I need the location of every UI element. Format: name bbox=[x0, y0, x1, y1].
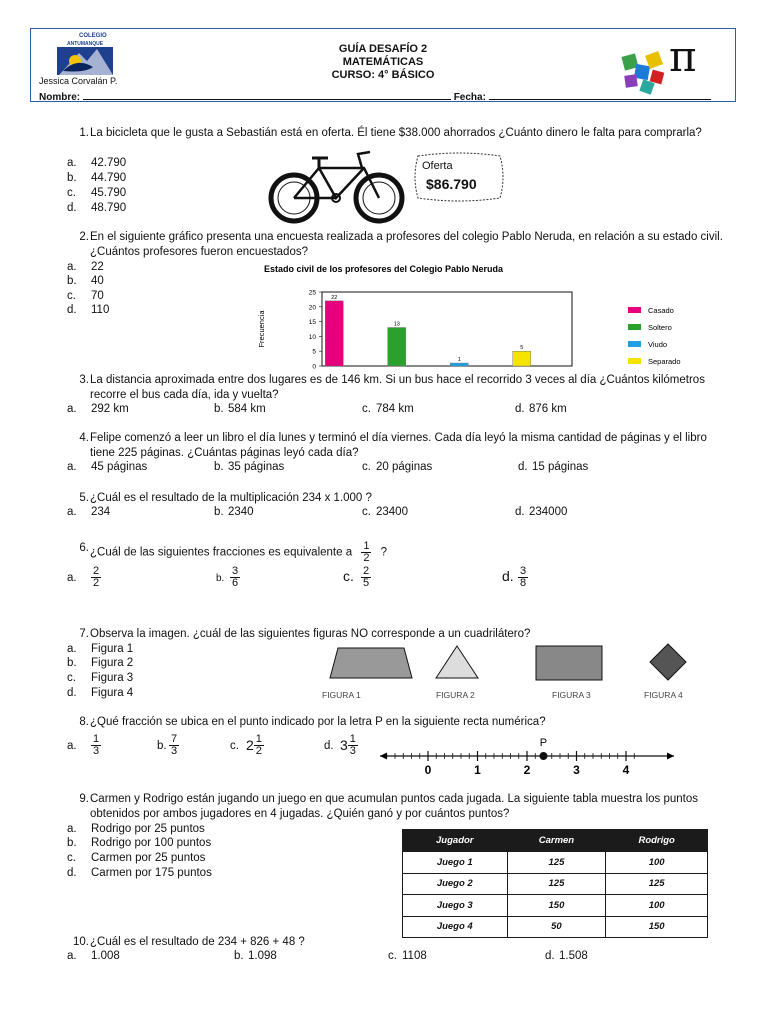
question-stem: ¿Cuál de las siguientes fracciones es equivalente a $\frac{1}{2}$ ? bbox=[90, 540, 388, 564]
q7-option-a[interactable]: a. Figura 1 bbox=[67, 643, 134, 655]
table-header-cell: Jugador bbox=[403, 830, 508, 852]
svg-text:ANTUMANQUE: ANTUMANQUE bbox=[67, 41, 104, 47]
legend-label: Soltero bbox=[648, 323, 672, 332]
q8-option-c[interactable]: c. 2 $\frac{1}{2}$ bbox=[230, 733, 262, 757]
svg-text:π: π bbox=[669, 32, 697, 81]
question-number: 9. bbox=[79, 793, 89, 805]
q10-option-d[interactable]: d. 1.508 bbox=[545, 950, 588, 962]
grade-title: CURSO: 4° BÁSICO bbox=[331, 69, 435, 81]
date-field[interactable] bbox=[489, 91, 711, 100]
q9-option-a[interactable]: a. Rodrigo por 25 puntos bbox=[67, 823, 205, 835]
table-cell: 150 bbox=[507, 895, 606, 917]
point-p-label: P bbox=[539, 737, 548, 749]
q6-option-c[interactable]: c. $\frac{2}{5}$ bbox=[343, 565, 370, 589]
author-name: Jessica Corvalán P. bbox=[39, 76, 118, 86]
q3-option-a[interactable]: a. 292 km bbox=[67, 403, 129, 415]
question-5 bbox=[67, 491, 727, 506]
q2-option-b[interactable]: b. 40 bbox=[67, 275, 104, 287]
points-table bbox=[402, 829, 708, 938]
figure-1-label: FIGURA 1 bbox=[322, 690, 361, 700]
legend-label: Separado bbox=[648, 357, 681, 366]
q10-option-c[interactable]: c. 1108 bbox=[388, 950, 427, 962]
table-header-row bbox=[403, 830, 708, 852]
chart-ylabel: Frecuencia bbox=[257, 310, 266, 348]
table-cell: 125 bbox=[507, 852, 606, 874]
q4-option-b[interactable]: b. 35 páginas bbox=[214, 461, 285, 473]
question-stem: La bicicleta que le gusta a Sebastián está en oferta. Él tiene $38.000 ahorrados ¿Cuánto dinero le falta para comprarla? bbox=[90, 127, 702, 139]
data-label: 1 bbox=[457, 357, 461, 364]
q1-option-c[interactable]: c. 45.790 bbox=[67, 187, 127, 199]
axis-label: 4 bbox=[622, 763, 630, 777]
legend-swatch bbox=[628, 324, 641, 330]
name-field[interactable] bbox=[83, 91, 451, 100]
bicycle-icon bbox=[264, 148, 414, 224]
axis-label: 3 bbox=[573, 763, 580, 777]
q4-option-c[interactable]: c. 20 páginas bbox=[362, 461, 433, 473]
q2-option-c[interactable]: c. 70 bbox=[67, 290, 104, 302]
question-stem: En el siguiente gráfico presenta una encuesta realizada a profesores del colegio Pablo Neruda, en relación a su estado civil. ¿Cuántos profesores fueron encuestados? bbox=[90, 231, 723, 258]
figure-3-label: FIGURA 3 bbox=[552, 690, 591, 700]
name-label: Nombre: bbox=[39, 92, 81, 103]
question-4 bbox=[67, 431, 727, 461]
question-10 bbox=[67, 935, 727, 950]
y-tick-label: 20 bbox=[308, 304, 316, 312]
q2-option-a[interactable]: a. 22 bbox=[67, 261, 104, 273]
q10-option-b[interactable]: b. 1.098 bbox=[234, 950, 277, 962]
q5-option-c[interactable]: c. 23400 bbox=[362, 506, 408, 518]
question-stem: ¿Cuál es el resultado de 234 + 826 + 48 ? bbox=[90, 936, 305, 948]
q9-option-d[interactable]: d. Carmen por 175 puntos bbox=[67, 867, 212, 879]
offer-tag bbox=[414, 152, 504, 202]
table-cell: 125 bbox=[606, 873, 708, 895]
data-label: 5 bbox=[520, 345, 524, 352]
table-row bbox=[403, 895, 708, 917]
marital-status-bar-chart bbox=[254, 262, 684, 374]
question-8 bbox=[67, 715, 727, 730]
arrow-right-icon bbox=[667, 753, 674, 760]
bar-separado bbox=[513, 351, 531, 366]
q7-option-c[interactable]: c. Figura 3 bbox=[67, 672, 134, 684]
question-stem: Carmen y Rodrigo están jugando un juego en que acumulan puntos cada jugada. La siguiente tabla muestra los puntos obtenidos por ambos jugadores en 4 jugadas. ¿Quién ganó y por cuántos puntos? bbox=[90, 793, 698, 820]
question-stem: ¿Qué fracción se ubica en el punto indicado por la letra P en la siguiente recta numérica? bbox=[90, 716, 546, 728]
question-3 bbox=[67, 373, 727, 403]
q8-option-a[interactable]: a. $\frac{1}{3}$ bbox=[67, 733, 100, 757]
table-header-cell: Rodrigo bbox=[606, 830, 708, 852]
q9-option-b[interactable]: b. Rodrigo por 100 puntos bbox=[67, 837, 212, 849]
point-p-marker bbox=[539, 752, 547, 760]
figure-2-label: FIGURA 2 bbox=[436, 690, 475, 700]
q1-option-a[interactable]: a. 42.790 bbox=[67, 157, 127, 169]
table-cell: 125 bbox=[507, 873, 606, 895]
bar-viudo bbox=[450, 363, 468, 366]
figure-2-triangle bbox=[436, 646, 478, 678]
name-date-line bbox=[39, 91, 711, 103]
question-2 bbox=[67, 230, 727, 260]
figure-4-label: FIGURA 4 bbox=[644, 690, 683, 700]
q5-option-d[interactable]: d. 234000 bbox=[515, 506, 568, 518]
guide-title: GUÍA DESAFÍO 2 bbox=[338, 43, 428, 55]
legend-label: Viudo bbox=[648, 340, 668, 349]
y-tick-label: 15 bbox=[308, 319, 316, 327]
table-cell: 100 bbox=[606, 852, 708, 874]
chart-title: Estado civil de los profesores del Colegio Pablo Neruda bbox=[264, 264, 504, 274]
question-stem: ¿Cuál es el resultado de la multiplicación 234 x 1.000 ? bbox=[90, 492, 372, 504]
number-line bbox=[378, 730, 678, 778]
table-row bbox=[403, 852, 708, 874]
y-tick-label: 0 bbox=[312, 363, 316, 371]
math-pi-icon bbox=[617, 31, 717, 97]
plot-area bbox=[322, 292, 572, 366]
axis-label: 2 bbox=[523, 763, 531, 777]
q2-option-d[interactable]: d. 110 bbox=[67, 304, 110, 316]
q5-option-b[interactable]: b. 2340 bbox=[214, 506, 254, 518]
legend-swatch bbox=[628, 341, 641, 347]
question-number: 8. bbox=[79, 716, 89, 728]
q3-option-c[interactable]: c. 784 km bbox=[362, 403, 414, 415]
figure-3-rectangle bbox=[536, 646, 602, 680]
q6-option-b[interactable]: b. $\frac{3}{6}$ bbox=[216, 565, 239, 589]
question-6 bbox=[67, 541, 727, 564]
q7-option-b[interactable]: b. Figura 2 bbox=[67, 657, 134, 669]
question-number: 10. bbox=[73, 936, 89, 948]
q3-option-b[interactable]: b. 584 km bbox=[214, 403, 266, 415]
subject-title: MATEMÁTICAS bbox=[342, 56, 424, 68]
figure-1-trapezoid bbox=[330, 648, 412, 678]
y-tick-label: 25 bbox=[308, 289, 316, 297]
offer-price: $86.790 bbox=[426, 176, 477, 192]
bar-soltero bbox=[388, 328, 406, 366]
q4-option-a[interactable]: a. 45 páginas bbox=[67, 461, 148, 473]
q7-option-d[interactable]: d. Figura 4 bbox=[67, 687, 134, 699]
table-cell: Juego 3 bbox=[403, 895, 508, 917]
data-label: 22 bbox=[331, 294, 338, 301]
figure-4-rhombus bbox=[650, 644, 686, 680]
legend-swatch bbox=[628, 307, 641, 313]
q9-option-c[interactable]: c. Carmen por 25 puntos bbox=[67, 852, 206, 864]
legend-swatch bbox=[628, 358, 641, 364]
y-tick-label: 5 bbox=[312, 348, 316, 356]
question-stem: Observa la imagen. ¿cuál de las siguientes figuras NO corresponde a un cuadrilátero? bbox=[90, 628, 531, 640]
offer-label: Oferta bbox=[422, 160, 453, 172]
table-cell: Juego 2 bbox=[403, 873, 508, 895]
q1-option-d[interactable]: d. 48.790 bbox=[67, 202, 127, 214]
question-number: 4. bbox=[79, 432, 89, 444]
q1-option-b[interactable]: b. 44.790 bbox=[67, 172, 127, 184]
q10-option-a[interactable]: a. 1.008 bbox=[67, 950, 120, 962]
axis-label: 1 bbox=[474, 763, 481, 777]
question-stem: La distancia aproximada entre dos lugares es de 146 km. Si un bus hace el recorrido 3 veces al día ¿Cuántos kilómetros recorre el bus cada día, ida y vuelta? bbox=[90, 374, 705, 401]
axis-label: 0 bbox=[424, 763, 432, 777]
question-number: 1. bbox=[79, 127, 89, 139]
table-cell: 150 bbox=[606, 916, 708, 938]
legend-label: Casado bbox=[648, 306, 674, 315]
q3-option-d[interactable]: d. 876 km bbox=[515, 403, 567, 415]
table-cell: 100 bbox=[606, 895, 708, 917]
svg-text:COLEGIO: COLEGIO bbox=[79, 33, 107, 39]
q4-option-d[interactable]: d. 15 páginas bbox=[518, 461, 589, 473]
question-number: 3. bbox=[79, 374, 89, 386]
worksheet-header bbox=[30, 28, 736, 102]
q8-option-b[interactable]: b. $\frac{7}{3}$ bbox=[157, 733, 178, 757]
question-stem: Felipe comenzó a leer un libro el día lunes y terminó el día viernes. Cada día leyó la misma cantidad de páginas y el libro tiene 225 páginas. ¿Cuántas páginas leyó cada día? bbox=[90, 432, 707, 459]
question-number: 6. bbox=[79, 542, 89, 554]
table-cell: Juego 4 bbox=[403, 916, 508, 938]
q5-option-a[interactable]: a. 234 bbox=[67, 506, 111, 518]
table-cell: 50 bbox=[507, 916, 606, 938]
target-fraction: $\frac{1}{2}$ bbox=[363, 540, 370, 564]
bar-casado bbox=[325, 301, 343, 366]
quadrilateral-figures bbox=[316, 640, 696, 706]
data-label: 13 bbox=[393, 321, 400, 328]
arrow-left-icon bbox=[380, 753, 387, 760]
q6-option-d[interactable]: d. $\frac{3}{8}$ bbox=[502, 565, 527, 589]
table-header-cell: Carmen bbox=[507, 830, 606, 852]
question-9 bbox=[67, 792, 727, 822]
question-number: 7. bbox=[79, 628, 89, 640]
table-cell: Juego 1 bbox=[403, 852, 508, 874]
date-label: Fecha: bbox=[453, 92, 486, 103]
question-1 bbox=[67, 126, 727, 141]
question-number: 5. bbox=[79, 492, 89, 504]
q8-option-d[interactable]: d. 3 $\frac{1}{3}$ bbox=[324, 733, 356, 757]
y-tick-label: 10 bbox=[308, 333, 316, 341]
q6-option-a[interactable]: a. $\frac{2}{2}$ bbox=[67, 565, 100, 589]
table-row bbox=[403, 873, 708, 895]
question-number: 2. bbox=[79, 231, 89, 243]
